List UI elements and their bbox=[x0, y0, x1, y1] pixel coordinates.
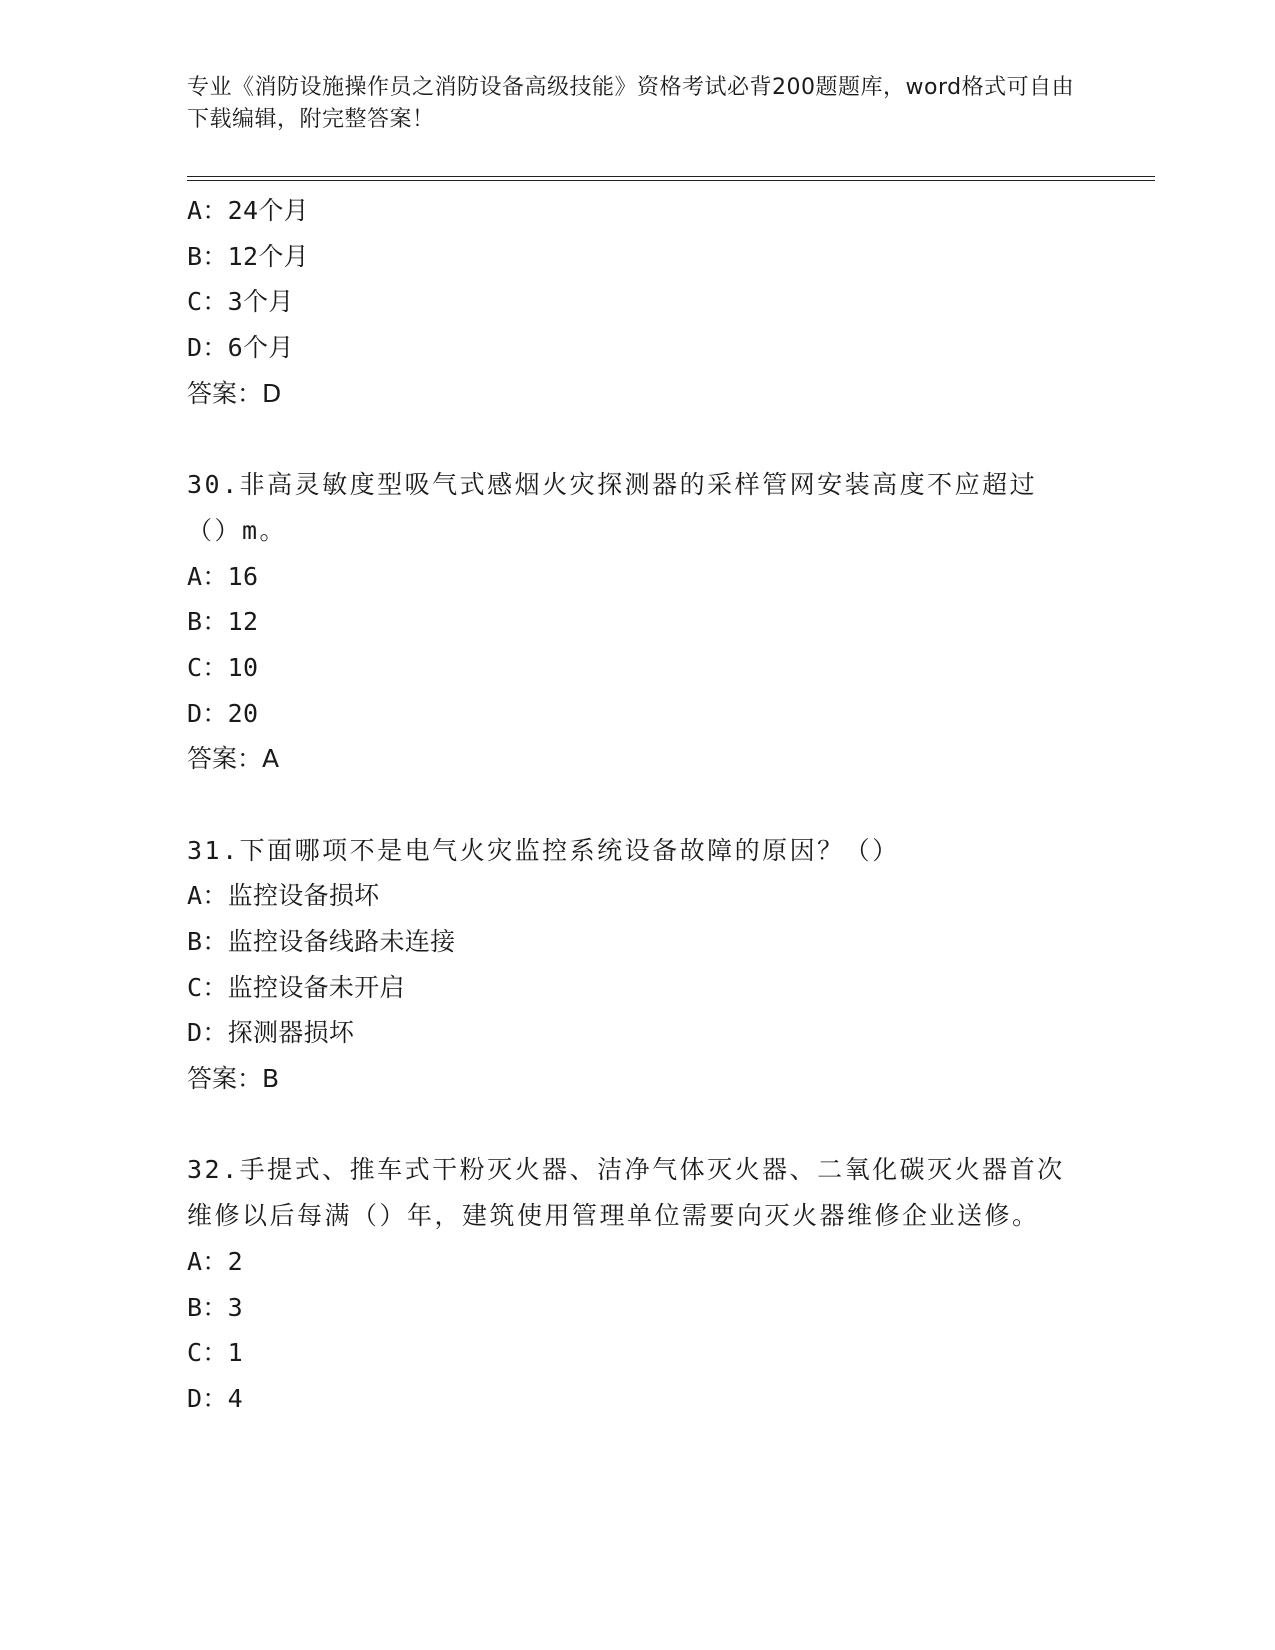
option-separator: ： bbox=[202, 196, 228, 225]
question-text: 手提式、推车式干粉灭火器、洁净气体灭火器、二氧化碳灭火器首次维修以后每满（）年，建筑使用管理单位需要向灭火器维修企业送修。 bbox=[187, 1155, 1065, 1231]
question-number: 31. bbox=[187, 835, 240, 865]
question-30-block bbox=[187, 462, 1087, 782]
option-separator: ： bbox=[202, 1292, 228, 1322]
header-double-rule bbox=[187, 176, 1155, 181]
option-text: 4 bbox=[227, 1383, 244, 1413]
option-a bbox=[187, 1239, 1087, 1285]
option-letter: D bbox=[187, 1018, 203, 1048]
option-d bbox=[187, 1376, 1087, 1422]
continued-question-block bbox=[187, 188, 1087, 416]
spacer bbox=[187, 782, 1087, 828]
option-d bbox=[187, 325, 1087, 371]
document-header bbox=[187, 72, 1087, 136]
option-separator: ： bbox=[202, 1018, 228, 1048]
option-separator: ： bbox=[202, 698, 228, 728]
option-b bbox=[187, 919, 1087, 965]
option-text: 12个月 bbox=[227, 241, 309, 271]
question-31-block bbox=[187, 828, 1087, 1102]
question-text: 非高灵敏度型吸气式感烟火灾探测器的采样管网安装高度不应超过（）m。 bbox=[187, 470, 1038, 545]
option-letter: C bbox=[187, 1338, 203, 1368]
question-number: 32. bbox=[187, 1155, 240, 1185]
option-a bbox=[187, 554, 1087, 600]
option-text: 1 bbox=[227, 1338, 244, 1368]
option-letter: A bbox=[187, 196, 203, 225]
header-text: 专业《消防设施操作员之消防设备高级技能》资格考试必背200题题库，word格式可自由下载编辑，附完整答案！ bbox=[187, 75, 1075, 132]
question-32-block bbox=[187, 1147, 1087, 1421]
option-letter: C bbox=[187, 652, 203, 682]
question-stem bbox=[187, 1147, 1077, 1238]
option-separator: ： bbox=[202, 241, 228, 271]
option-letter: C bbox=[187, 287, 203, 317]
option-letter: B bbox=[187, 927, 203, 957]
option-separator: ： bbox=[202, 561, 228, 591]
option-text: 10 bbox=[227, 652, 259, 682]
option-letter: B bbox=[187, 1292, 203, 1322]
option-letter: B bbox=[187, 241, 203, 271]
question-number: 30. bbox=[187, 470, 240, 500]
option-separator: ： bbox=[202, 607, 228, 637]
option-d bbox=[187, 691, 1087, 737]
option-letter: A bbox=[187, 881, 203, 911]
question-text: 下面哪项不是电气火灾监控系统设备故障的原因？（） bbox=[239, 835, 900, 865]
option-separator: ： bbox=[202, 1338, 228, 1368]
option-separator: ： bbox=[202, 1246, 228, 1276]
option-a bbox=[187, 873, 1087, 919]
option-separator: ： bbox=[202, 972, 228, 1002]
option-text: 监控设备损坏 bbox=[227, 881, 380, 911]
option-separator: ： bbox=[202, 927, 228, 957]
option-letter: B bbox=[187, 607, 203, 637]
option-letter: D bbox=[187, 1383, 203, 1413]
option-letter: D bbox=[187, 333, 203, 363]
option-text: 2 bbox=[227, 1246, 244, 1276]
option-text: 监控设备未开启 bbox=[227, 972, 405, 1002]
option-b bbox=[187, 599, 1087, 645]
option-a bbox=[187, 188, 1087, 234]
option-b bbox=[187, 1285, 1087, 1331]
option-text: 探测器损坏 bbox=[227, 1018, 355, 1048]
option-letter: C bbox=[187, 972, 203, 1002]
option-text: 3 bbox=[227, 1292, 244, 1322]
option-d bbox=[187, 1010, 1087, 1056]
question-stem bbox=[187, 462, 1077, 553]
option-c bbox=[187, 1330, 1087, 1376]
option-separator: ： bbox=[202, 287, 228, 317]
option-separator: ： bbox=[202, 881, 228, 911]
option-letter: A bbox=[187, 1246, 203, 1276]
option-text: 6个月 bbox=[227, 333, 294, 363]
option-letter: A bbox=[187, 561, 203, 591]
option-text: 3个月 bbox=[227, 287, 294, 317]
option-c bbox=[187, 645, 1087, 691]
option-text: 20 bbox=[227, 698, 259, 728]
option-letter: D bbox=[187, 698, 203, 728]
document-body bbox=[187, 188, 1087, 1422]
option-text: 16 bbox=[227, 561, 259, 591]
option-text: 12 bbox=[227, 607, 259, 637]
answer-line: 答案：A bbox=[187, 744, 280, 774]
spacer bbox=[187, 416, 1087, 462]
option-text: 24个月 bbox=[227, 196, 309, 225]
question-stem bbox=[187, 828, 1077, 874]
option-c bbox=[187, 279, 1087, 325]
option-b bbox=[187, 234, 1087, 280]
option-c bbox=[187, 965, 1087, 1011]
option-separator: ： bbox=[202, 1383, 228, 1413]
option-separator: ： bbox=[202, 652, 228, 682]
option-separator: ： bbox=[202, 333, 228, 363]
option-text: 监控设备线路未连接 bbox=[227, 927, 456, 957]
answer-line: 答案：B bbox=[187, 1064, 280, 1094]
answer-line: 答案：D bbox=[187, 378, 282, 408]
spacer bbox=[187, 1102, 1087, 1148]
